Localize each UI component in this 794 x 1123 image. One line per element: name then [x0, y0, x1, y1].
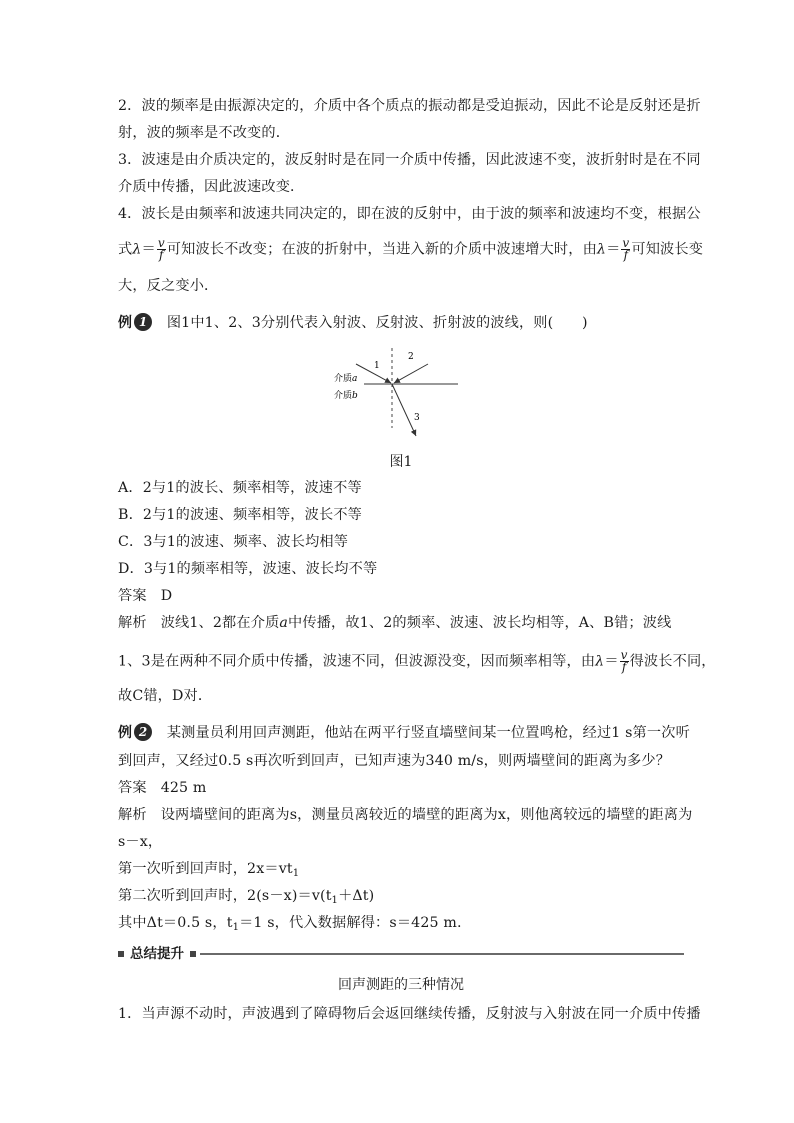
text-span: ＝1 s，代入数据解得：s＝425 m. — [239, 915, 462, 931]
text-span: 其中Δt＝0.5 s，t — [118, 915, 233, 931]
figure-1-caption: 图1 — [389, 454, 413, 470]
paragraph-4-line-1: 4．波长是由频率和波速共同决定的，即在波的反射中，由于波的频率和波速均不变，根据公 — [118, 206, 701, 222]
text-span: ＋Δt) — [338, 888, 375, 904]
answer-label: 答案 — [118, 780, 147, 796]
square-bullet-icon — [190, 951, 196, 957]
fraction-denominator: f — [623, 248, 629, 262]
fraction-v-over-f — [157, 238, 166, 261]
text-span: 式 — [118, 241, 133, 258]
answer-label: 答案 — [118, 588, 147, 604]
paragraph-3-line-2: 介质中传播，因此波速改变． — [118, 179, 305, 195]
subscript: 1 — [232, 922, 240, 933]
lambda-symbol: λ — [596, 241, 607, 258]
ray-label-3: 3 — [414, 413, 420, 423]
text-span: 得波长不同， — [629, 653, 716, 670]
option-c: C．3与1的波速、频率、波长均相等 — [118, 534, 349, 550]
paragraph-4-line-3: 大，反之变小． — [118, 278, 219, 294]
divider — [200, 953, 684, 955]
example-number-circle: 2 — [134, 723, 152, 741]
reflected-ray — [394, 364, 428, 383]
equals-sign: ＝ — [604, 653, 619, 670]
option-d: D．3与1的频率相等，波速、波长均不等 — [118, 561, 378, 577]
example-2-analysis-line-3 — [118, 859, 684, 884]
text-span: 中传播，故1、2的频率、波速、波长均相等，A、B错；波线 — [288, 615, 672, 631]
subscript: 1 — [331, 895, 339, 906]
text-span: 第一次听到回声时，2x＝vt — [118, 861, 293, 877]
example-2-question-line-1 — [118, 723, 690, 743]
analysis-label: 解析 — [118, 615, 147, 631]
figure-1-diagram — [330, 344, 464, 442]
fraction-denominator: f — [159, 248, 164, 262]
fraction-v-over-f — [620, 650, 629, 673]
example-1-question-text: 图1中1、2、3分别代表入射波、反射波、折射波的波线，则( ) — [166, 315, 588, 331]
paragraph-2-line-1: 2．波的频率是由振源决定的，介质中各个质点的振动都是受迫振动，因此不论是反射还是折 — [118, 98, 701, 114]
fraction-denominator: f — [621, 660, 627, 674]
fraction-numerator: v — [157, 236, 165, 250]
option-a: A．2与1的波长、频率相等，波速不等 — [118, 480, 362, 496]
text-span: 可知波长不改变；在波的折射中，当进入新的介质中波速增大时，由 — [166, 241, 597, 258]
example-2-analysis-line-5 — [118, 913, 684, 938]
example-2-badge — [118, 723, 152, 743]
paragraph-3-line-1: 3．波速是由介质决定的，波反射时是在同一介质中传播，因此波速不变，波折射时是在不同 — [118, 152, 701, 168]
medium-a-label: 介质a — [334, 374, 358, 384]
equals-sign: ＝ — [141, 241, 156, 258]
ray-label-2: 2 — [408, 352, 414, 362]
subscript: 1 — [292, 868, 300, 879]
example-label: 例 — [118, 315, 133, 331]
summary-label: 总结提升 — [130, 946, 184, 962]
ray-label-1: 1 — [374, 361, 380, 371]
example-1-badge — [118, 313, 152, 333]
paragraph-2-line-2: 射，波的频率是不改变的． — [118, 125, 291, 141]
analysis-label: 解析 — [118, 807, 147, 823]
refracted-ray — [392, 384, 416, 436]
example-1-answer — [118, 586, 684, 606]
example-1-analysis-line-1 — [118, 613, 684, 633]
fraction-numerator: v — [620, 648, 628, 662]
example-2-question-line-2: 到回声，又经过0.5 s再次听到回声，已知声速为340 m/s，则两墙壁间的距离为多少？ — [118, 753, 671, 769]
text-span: 1、3是在两种不同介质中传播，波速不同，但波源没变，因而频率相等，由 — [118, 653, 596, 670]
text-span: 波线1、2都在介质 — [160, 615, 280, 631]
example-2-question-text: 某测量员利用回声测距，他站在两平行竖直墙壁间某一位置鸣枪，经过1 s第一次听 — [166, 725, 690, 741]
paragraph-4-line-2 — [118, 236, 704, 262]
example-1-analysis-line-3: 故C错，D对． — [118, 688, 213, 704]
summary-section-header — [118, 944, 684, 964]
fraction-numerator: v — [622, 236, 630, 250]
fraction-v-over-f — [621, 238, 630, 261]
lambda-symbol: λ — [132, 241, 142, 258]
example-1-question — [118, 313, 684, 333]
text-span: 可知波长变 — [631, 241, 704, 258]
example-label: 例 — [118, 725, 133, 741]
example-2-analysis-line-1 — [118, 805, 693, 825]
answer-value: 425 m — [160, 780, 207, 796]
equals-sign: ＝ — [606, 241, 621, 258]
medium-b-label: 介质b — [334, 391, 358, 401]
example-2-analysis-line-2: s－x， — [118, 834, 163, 850]
answer-value: D — [160, 588, 173, 604]
example-2-answer — [118, 778, 684, 798]
variable-a: a — [279, 615, 289, 631]
option-b: B．2与1的波速、频率相等，波长不等 — [118, 507, 362, 523]
example-number-circle: 1 — [134, 313, 152, 331]
summary-item-1: 1．当声源不动时，声波遇到了障碍物后会返回继续传播，反射波与入射波在同一介质中传播 — [118, 1006, 701, 1022]
example-1-analysis-line-2 — [118, 648, 716, 674]
example-2-analysis-line-4 — [118, 886, 684, 911]
text-span: 设两墙壁间的距离为s，测量员离较近的墙壁的距离为x，则他离较远的墙壁的距离为 — [160, 807, 693, 823]
summary-title: 回声测距的三种情况 — [338, 977, 464, 993]
lambda-symbol: λ — [595, 653, 605, 670]
text-span: 第二次听到回声时，2(s－x)＝v(t — [118, 888, 332, 904]
square-bullet-icon — [118, 951, 124, 957]
